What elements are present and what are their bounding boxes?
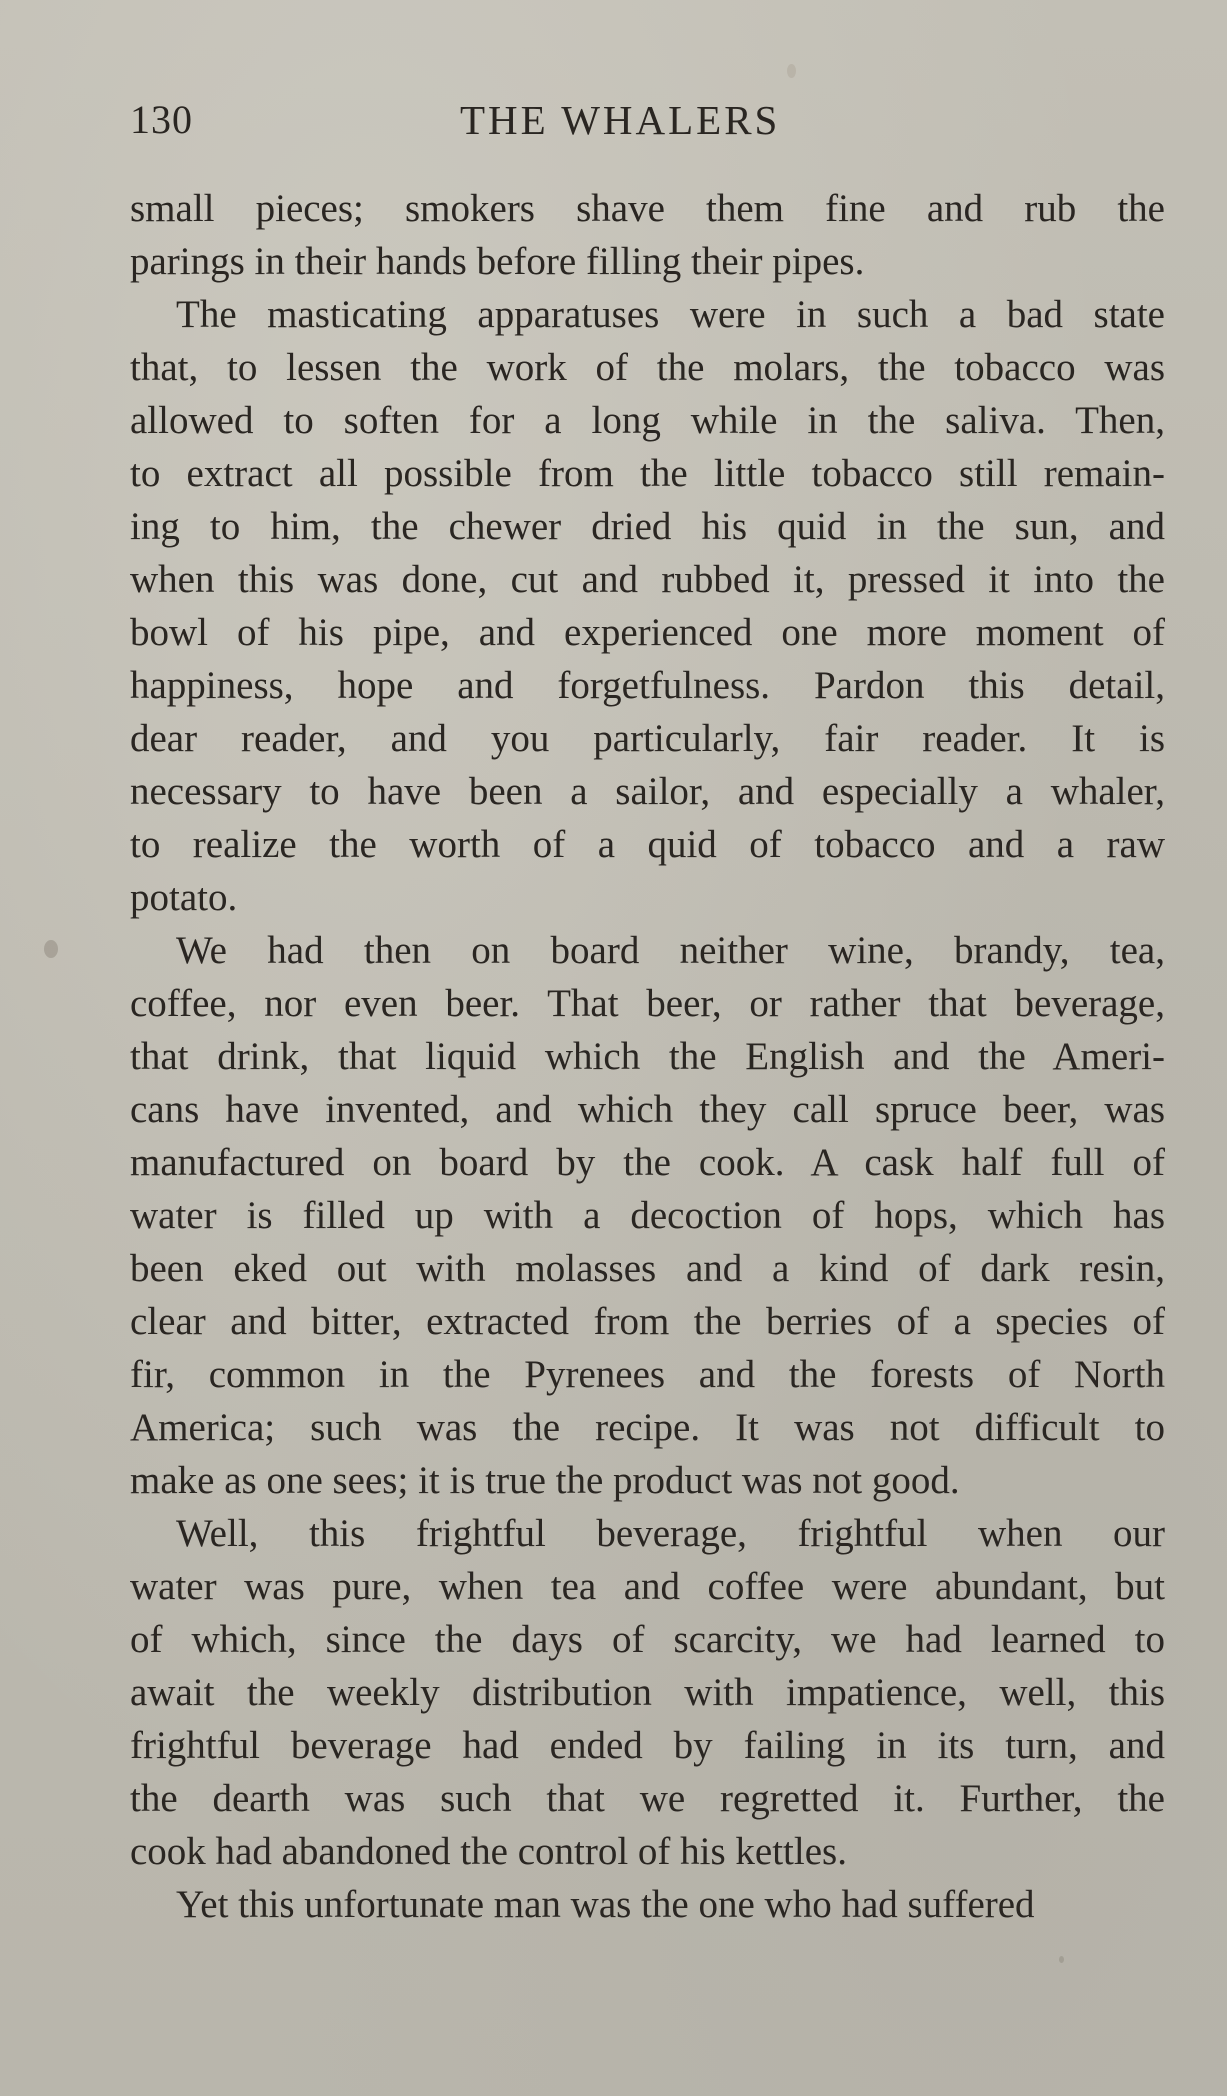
text-line: to realize the worth of a quid of tobacco and a raw [130, 823, 1165, 866]
running-title: THE WHALERS [460, 97, 781, 143]
text-line: that, to lessen the work of the molars, the tobacco was [130, 346, 1165, 389]
text-line: when this was done, cut and rubbed it, pressed it into the [130, 558, 1165, 601]
text-line: cook had abandoned the control of his kettles. [130, 1830, 847, 1873]
text-line: happiness, hope and forgetfulness. Pardon this detail, [130, 664, 1165, 707]
text-line: allowed to soften for a long while in the saliva. Then, [130, 399, 1165, 442]
paper-speck [787, 64, 796, 78]
text-line: parings in their hands before filling their pipes. [130, 240, 865, 283]
running-head [130, 96, 1165, 148]
text-line: cans have invented, and which they call spruce beer, was [130, 1088, 1165, 1131]
body-text [130, 182, 1165, 1931]
text-line: America; such was the recipe. It was not difficult to [130, 1406, 1165, 1449]
text-line: the dearth was such that we regretted it. Further, the [130, 1777, 1165, 1820]
text-line: manufactured on board by the cook. A cask half full of [130, 1141, 1165, 1184]
text-line: make as one sees; it is true the product was not good. [130, 1459, 960, 1502]
text-line: small pieces; smokers shave them fine and rub the [130, 187, 1165, 230]
text-line: bowl of his pipe, and experienced one more moment of [130, 611, 1165, 654]
text-line: of which, since the days of scarcity, we had learned to [130, 1618, 1165, 1661]
text-line: to extract all possible from the little tobacco still remain- [130, 452, 1165, 495]
paragraph-first-line: The masticating apparatuses were in such a bad state [176, 293, 1165, 336]
text-line: ing to him, the chewer dried his quid in the sun, and [130, 505, 1165, 548]
paragraph-first-line: Well, this frightful beverage, frightful when our [176, 1512, 1165, 1555]
paragraph-first-line: Yet this unfortunate man was the one who had suffered [176, 1883, 1035, 1926]
paragraph-first-line: We had then on board neither wine, brandy, tea, [176, 929, 1165, 972]
text-line: water is filled up with a decoction of hops, which has [130, 1194, 1165, 1237]
text-line: await the weekly distribution with impatience, well, this [130, 1671, 1165, 1714]
text-line: been eked out with molasses and a kind of dark resin, [130, 1247, 1165, 1290]
text-line: potato. [130, 876, 238, 919]
text-line: fir, common in the Pyrenees and the forests of North [130, 1353, 1165, 1396]
paper-speck [1059, 1956, 1064, 1963]
text-line: that drink, that liquid which the English and the Ameri- [130, 1035, 1165, 1078]
paper-speck [44, 940, 58, 958]
text-line: dear reader, and you particularly, fair reader. It is [130, 717, 1165, 760]
text-line: frightful beverage had ended by failing in its turn, and [130, 1724, 1165, 1767]
text-line: coffee, nor even beer. That beer, or rather that beverage, [130, 982, 1165, 1025]
page-number: 130 [130, 97, 193, 142]
text-line: water was pure, when tea and coffee were abundant, but [130, 1565, 1165, 1608]
text-line: necessary to have been a sailor, and especially a whaler, [130, 770, 1165, 813]
text-line: clear and bitter, extracted from the berries of a species of [130, 1300, 1165, 1343]
